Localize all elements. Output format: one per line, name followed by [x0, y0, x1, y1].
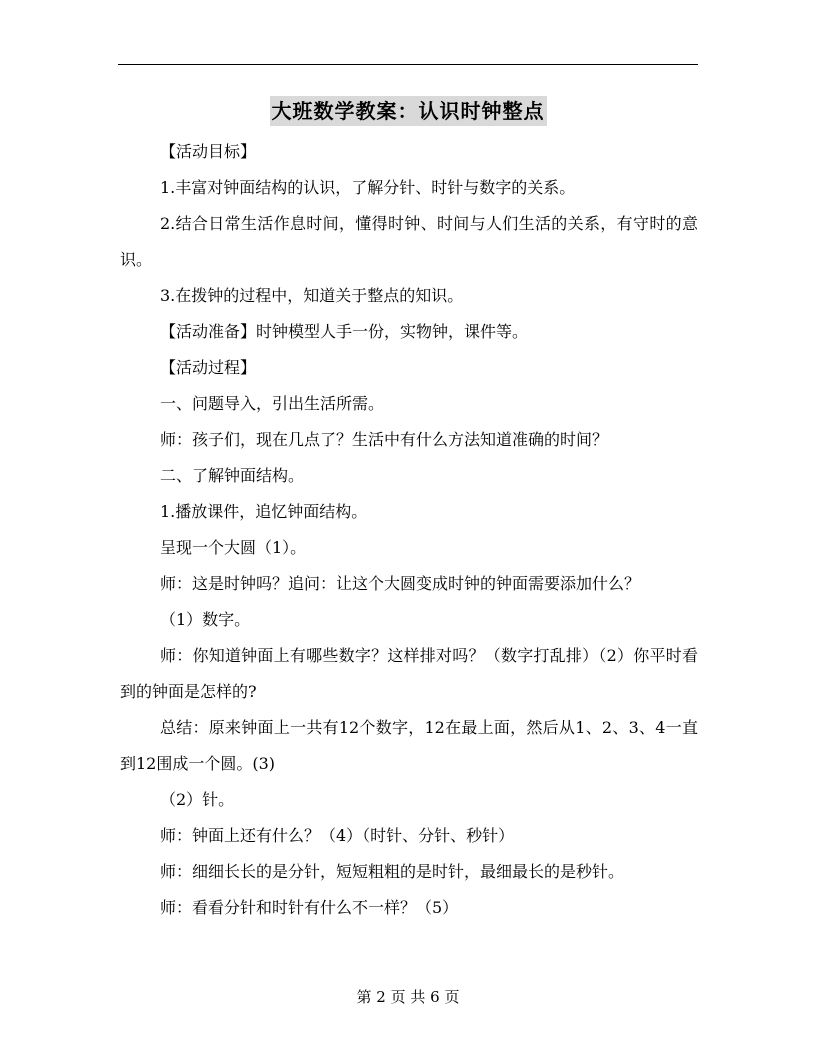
- page-number: 第 2 页 共 6 页: [356, 988, 460, 1006]
- sub-item: （2）针。: [160, 790, 235, 809]
- process-step-1: 一、问题导入，引出生活所需。: [160, 394, 385, 413]
- document-title: 大班数学教案：认识时钟整点: [270, 96, 547, 126]
- section-heading-process: 【活动过程】: [160, 358, 257, 377]
- process-step-2: 二、了解钟面结构。: [160, 466, 305, 485]
- paragraph: 呈现一个大圆（1）。: [160, 538, 307, 557]
- section-heading-preparation: 【活动准备】时钟模型人手一份，实物钟，课件等。: [160, 322, 529, 341]
- teacher-line: 师：这是时钟吗？追问：让这个大圆变成时钟的钟面需要添加什么？: [160, 574, 641, 593]
- teacher-line: 师：孩子们，现在几点了？生活中有什么方法知道准确的时间？: [160, 430, 609, 449]
- goal-item-1: 1.丰富对钟面结构的认识，了解分针、时针与数字的关系。: [160, 178, 576, 197]
- section-heading-goals: 【活动目标】: [160, 142, 257, 161]
- summary-paragraph: 总结：原来钟面上一共有12个数字，12在最上面，然后从1、2、3、4一直到12围成一个圆。(3): [120, 718, 698, 773]
- sub-step: 1.播放课件，追忆钟面结构。: [160, 502, 368, 521]
- teacher-line: 师：看看分针和时针有什么不一样？（5）: [160, 898, 459, 917]
- teacher-line: 师：钟面上还有什么？（4）（时针、分针、秒针）: [160, 826, 515, 845]
- header-rule: [118, 64, 698, 65]
- teacher-line: 师：你知道钟面上有哪些数字？这样排对吗？（数字打乱排）（2）你平时看到的钟面是怎样的?: [120, 646, 698, 701]
- goal-item-2: 2.结合日常生活作息时间，懂得时钟、时间与人们生活的关系，有守时的意识。: [120, 214, 698, 269]
- goal-item-3: 3.在拨钟的过程中，知道关于整点的知识。: [160, 286, 464, 305]
- sub-item: （1）数字。: [160, 610, 251, 629]
- teacher-line: 师：细细长长的是分针，短短粗粗的是时针，最细最长的是秒针。: [160, 862, 625, 881]
- title-container: [0, 96, 816, 126]
